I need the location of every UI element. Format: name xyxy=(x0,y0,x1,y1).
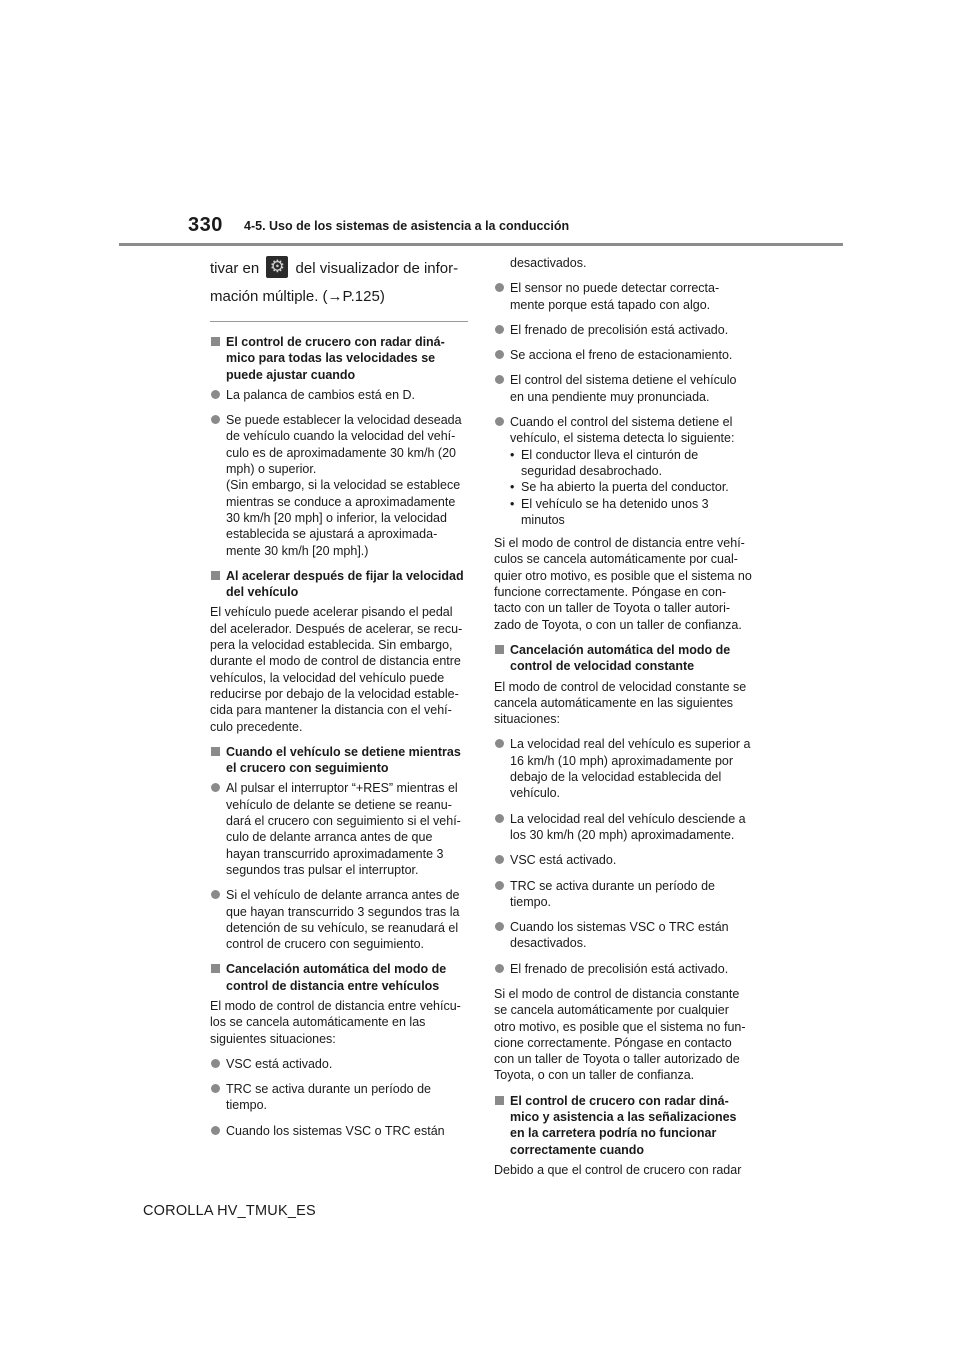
footer-model-code: COROLLA HV_TMUK_ES xyxy=(143,1203,316,1219)
bullet-precolision-2: El frenado de precolisión está activado. xyxy=(494,961,752,977)
bullet-continuation: desactivados. xyxy=(510,256,587,270)
arrow-icon: → xyxy=(327,288,343,305)
sub-item-puerta: • Se ha abierto la puerta del conductor. xyxy=(494,479,752,495)
bullet-arranca: Si el vehículo de delante arranca antes de que hayan transcurrido 3 segundos tras la detención de su vehículo, se reanudará el control de crucero con seguimiento. xyxy=(210,887,468,952)
paragraph-acelerar: El vehículo puede acelerar pisando el pedal del acelerador. Después de acelerar, se recu-pera la velocidad establecida. Sin embargo, durante el modo de control de distancia entre vehículos, la velocidad del vehículo puede reducirse por debajo de la velocidad estable-cida para mantener la distancia con el vehí-culo precedente. xyxy=(210,605,463,734)
intro-text xyxy=(210,255,468,311)
bullet-velocidad-deseada: Se puede establecer la velocidad deseada de vehículo cuando la velocidad del vehí-culo es de aproximadamente 30 km/h (20 mph) o superior. (Sin embargo, si la velocidad se establece mientras se conduce a aproximadamente 30 km/h [20 mph] o inferior, la velocidad establecida se ajustará a aproximada-mente 30 km/h [20 mph].) xyxy=(210,412,468,559)
heading-detiene: Cuando el vehículo se detiene mientras el crucero con seguimiento xyxy=(210,744,468,777)
bullet-vsc-trc: Cuando los sistemas VSC o TRC están xyxy=(210,1123,468,1139)
bullet-freno: Se acciona el freno de estacionamiento. xyxy=(494,347,752,363)
intro-line2: mación múltiple. ( xyxy=(210,288,328,305)
sub-list xyxy=(494,447,752,528)
paragraph-cancelacion-constante: El modo de control de velocidad constante se cancela automáticamente en las siguientes situaciones: xyxy=(494,679,747,727)
bullet-trc: TRC se activa durante un período de tiempo. xyxy=(210,1081,468,1114)
bullet-vsc-trc-2: Cuando los sistemas VSC o TRC están desactivados. xyxy=(494,919,752,952)
bullet-palanca: La palanca de cambios está en D. xyxy=(210,387,468,403)
bullet-precolision: El frenado de precolisión está activado. xyxy=(494,322,752,338)
heading-acelerar: Al acelerar después de fijar la velocidad del vehículo xyxy=(210,568,468,601)
bullet-vsc: VSC está activado. xyxy=(210,1056,468,1072)
bullet-trc-2: TRC se activa durante un período de tiempo. xyxy=(494,878,752,911)
gear-icon xyxy=(266,256,288,278)
bullet-pendiente: El control del sistema detiene el vehículo en una pendiente muy pronunciada. xyxy=(494,372,752,405)
right-column xyxy=(494,255,752,1185)
sub-item-cinturon: • El conductor lleva el cinturón de seguridad desabrochado. xyxy=(494,447,752,480)
paragraph-otro-motivo: Si el modo de control de distancia entre vehí-culos se cancela automáticamente por cual-quier otro motivo, es posible que el sistema no funcione correctamente. Póngase en con-tacto con un taller de Toyota o taller autori-zado de Toyota, o con un taller de confianza. xyxy=(494,536,752,632)
heading-ajustar: El control de crucero con radar diná-mico para todas las velocidades se puede ajustar cuando xyxy=(210,334,468,383)
heading-senalizaciones: El control de crucero con radar diná-mico y asistencia a las señalizaciones en la carretera podría no funcionar correctamente cuando xyxy=(494,1093,752,1158)
bullet-detecta: Cuando el control del sistema detiene el vehículo, el sistema detecta lo siguiente: xyxy=(494,414,752,447)
header-rule xyxy=(119,243,843,246)
paragraph-debido: Debido a que el control de crucero con radar xyxy=(494,1162,742,1177)
intro-before: tivar en xyxy=(210,260,260,277)
intro-after: del visualizador de infor- xyxy=(295,260,459,277)
page-number: 330 xyxy=(188,214,223,236)
left-column xyxy=(210,255,468,1146)
paragraph-distancia-constante: Si el modo de control de distancia constante se cancela automáticamente por cualquier otro motivo, es posible que el sistema no fun-cione correctamente. Póngase en contacto con un taller de Toyota o taller autorizado de Toyota, o con un taller de confianza. xyxy=(494,986,746,1083)
bullet-vsc-2: VSC está activado. xyxy=(494,852,752,868)
sub-item-minutos: • El vehículo se ha detenido unos 3 minutos xyxy=(494,496,752,529)
bullet-res: Al pulsar el interruptor “+RES” mientras el vehículo de delante se detiene se reanu-dará el crucero con seguimiento si el vehí-culo de delante arranca antes de que hayan transcurrido aproximadamente 3 segundos tras pulsar el interruptor. xyxy=(210,780,468,878)
section-divider xyxy=(210,321,468,322)
bullet-velocidad-desciende: La velocidad real del vehículo desciende a los 30 km/h (20 mph) aproximadamente. xyxy=(494,811,752,844)
bullet-sensor: El sensor no puede detectar correcta-mente porque está tapado con algo. xyxy=(494,280,752,313)
heading-cancelacion-distancia: Cancelación automática del modo de control de distancia entre vehículos xyxy=(210,961,468,994)
section-title: 4-5. Uso de los sistemas de asistencia a la conducción xyxy=(244,219,570,233)
heading-cancelacion-constante: Cancelación automática del modo de control de velocidad constante xyxy=(494,642,752,675)
bullet-velocidad-superior: La velocidad real del vehículo es superior a 16 km/h (10 mph) aproximadamente por debajo de la velocidad establecida del vehículo. xyxy=(494,736,752,801)
paragraph-cancelacion-distancia: El modo de control de distancia entre vehícu-los se cancela automáticamente en las siguientes situaciones: xyxy=(210,998,461,1046)
page-reference-link[interactable]: P.125) xyxy=(342,288,385,305)
